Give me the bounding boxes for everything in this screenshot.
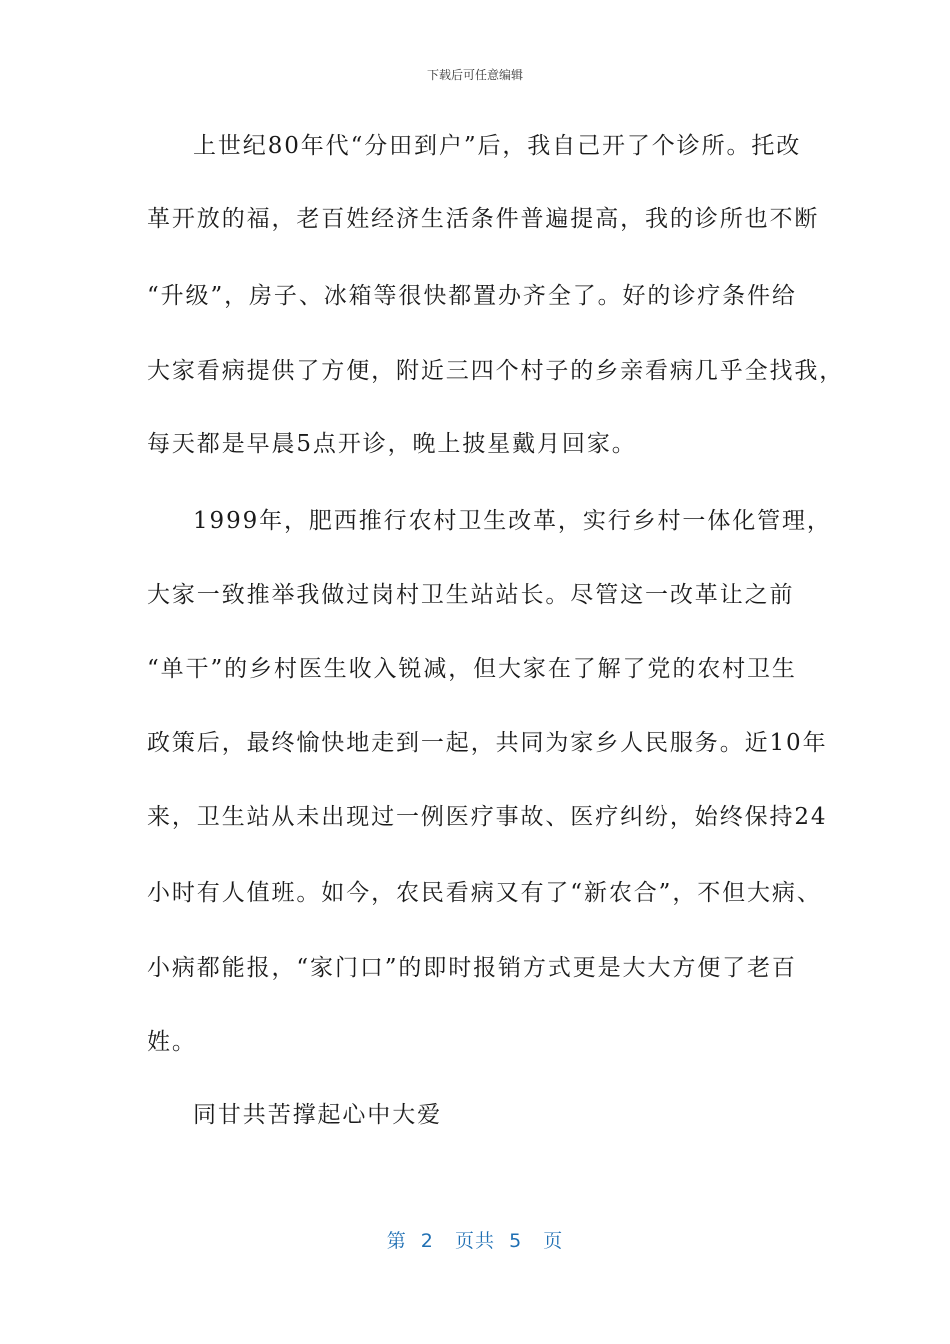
- page-header: 下载后可任意编辑: [426, 68, 523, 82]
- paragraph-2-line-3: “单干”的乡村医生收入锐减，但大家在了解了党的农村卫生: [147, 656, 797, 682]
- paragraph-2-line-4: 政策后，最终愉快地走到一起，共同为家乡人民服务。近10年: [147, 730, 828, 756]
- paragraph-2-line-6: 小时有人值班。如今，农民看病又有了“新农合”，不但大病、: [147, 880, 822, 906]
- paragraph-2-line-8: 姓。: [147, 1029, 197, 1055]
- paragraph-1-line-2: 革开放的福，老百姓经济生活条件普遍提高，我的诊所也不断: [147, 206, 820, 232]
- paragraph-2-line-7: 小病都能报，“家门口”的即时报销方式更是大大方便了老百: [147, 955, 797, 981]
- paragraph-1-line-5: 每天都是早晨5点开诊，晚上披星戴月回家。: [147, 431, 637, 457]
- paragraph-1-line-1: 上世纪80年代“分田到户”后，我自己开了个诊所。托改: [193, 133, 802, 159]
- section-heading: 同甘共苦撑起心中大爱: [193, 1102, 442, 1128]
- paragraph-1-line-4: 大家看病提供了方便，附近三四个村子的乡亲看病几乎全找我，: [147, 358, 845, 384]
- paragraph-2-line-5: 来，卫生站从未出现过一例医疗事故、医疗纠纷，始终保持24: [147, 804, 828, 830]
- paragraph-2-line-2: 大家一致推举我做过岗村卫生站站长。尽管这一改革让之前: [147, 582, 795, 608]
- page-footer: 第 2 页共 5 页: [386, 1230, 564, 1252]
- paragraph-1-line-3: “升级”，房子、冰箱等很快都置办齐全了。好的诊疗条件给: [147, 283, 797, 309]
- paragraph-2-line-1: 1999年，肥西推行农村卫生改革，实行乡村一体化管理，: [193, 508, 832, 534]
